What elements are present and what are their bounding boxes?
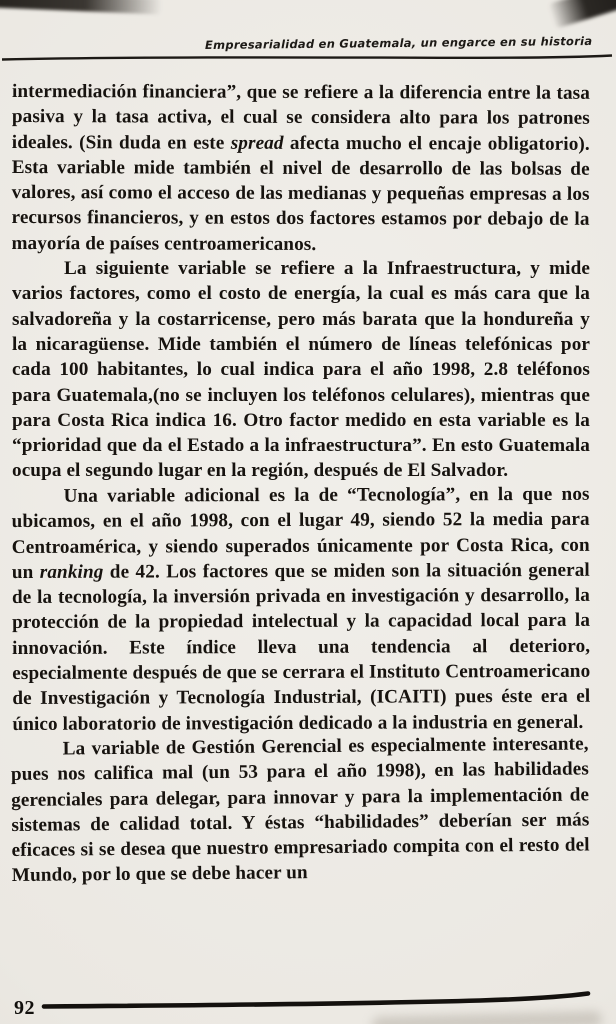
paragraph-infraestructura [12, 256, 590, 484]
page-number: 92 [14, 997, 35, 1019]
text-run: de 42. Los factores que se miden son la situación general de la tecnología, la inversión privada en investigación y desarrollo, la protección de la propiedad intelectual y la capacidad local para la innovación. Este índice lleva una tendencia al deterioro, especialmente después de que se cerrara el Instituto Centroamericano de Investigación y Tecnología Industrial, (ICAITI) pues éste era el único laboratorio de investigación dedicado a la industria en general. [11, 559, 591, 735]
page-body [12, 79, 590, 889]
paragraph-intermediacion [11, 79, 590, 258]
italic-term-spread: spread [230, 132, 284, 154]
header-rule-line [0, 51, 616, 65]
scan-artifact-top-right [548, 0, 616, 29]
paragraph-tecnologia [12, 482, 591, 737]
scan-artifact-top-left [0, 0, 162, 15]
text-run: La siguiente variable se refiere a la Infraestructura, y mide varios factores, como el costo de energía, la cual es más cara que la salvadoreña y la costarricense, pero más barata que la hondureña y la nicaragüense. Mide también el número de líneas telefónicas por cada 100 habitantes, lo cual indica para el año 1998, 2.8 teléfonos para Guatemala,(no se incluyen los teléfonos celulares), mientras que para Costa Rica indica 16. Otro factor medido en esta variable es la “prioridad que da el Estado a la infraestructura”. En esto Guatemala ocupa el segundo lugar en la región, después de El Salvador. [12, 258, 590, 482]
paragraph-gestion-gerencial [11, 731, 590, 888]
text-run: afecta mucho el encaje obligatorio). Esta variable mide también el nivel de desarrollo de las bolsas de valores, así como el acceso de las medianas y pequeñas empresas a los recursos financieros, y en estos dos factores estamos por debajo de la mayoría de países centroamericanos. [11, 132, 590, 255]
text-run: La variable de Gestión Gerencial es especialmente interesante, pues nos califica mal (un 53 para el año 1998), en las habilidades gerenciales para delegar, para innovar y para la implementación de sistemas de calidad total. Y éstas “habilidades” deberían ser más eficaces si se desea que nuestro empresariado compita con el resto del Mundo, por lo que se debe hacer un [10, 733, 590, 887]
running-header-title: Empresarialidad en Guatemala, un engarce en su historia [204, 33, 593, 53]
text-run: intermediación financiera”, que se refiere a la diferencia entre la tasa pasiva y la tasa activa, el cual se considera alto para los patrones ideales. (Sin duda en este [11, 80, 590, 154]
italic-term-ranking: ranking [39, 561, 104, 583]
text-run: Una variable adicional es la de “Tecnología”, en la que nos ubicamos, en el año 1998, con el lugar 49, siendo 52 la media para Centroamérica, y siendo superados únicamente por Costa Rica, con un [11, 483, 590, 583]
footer-rule-line [40, 989, 596, 1013]
